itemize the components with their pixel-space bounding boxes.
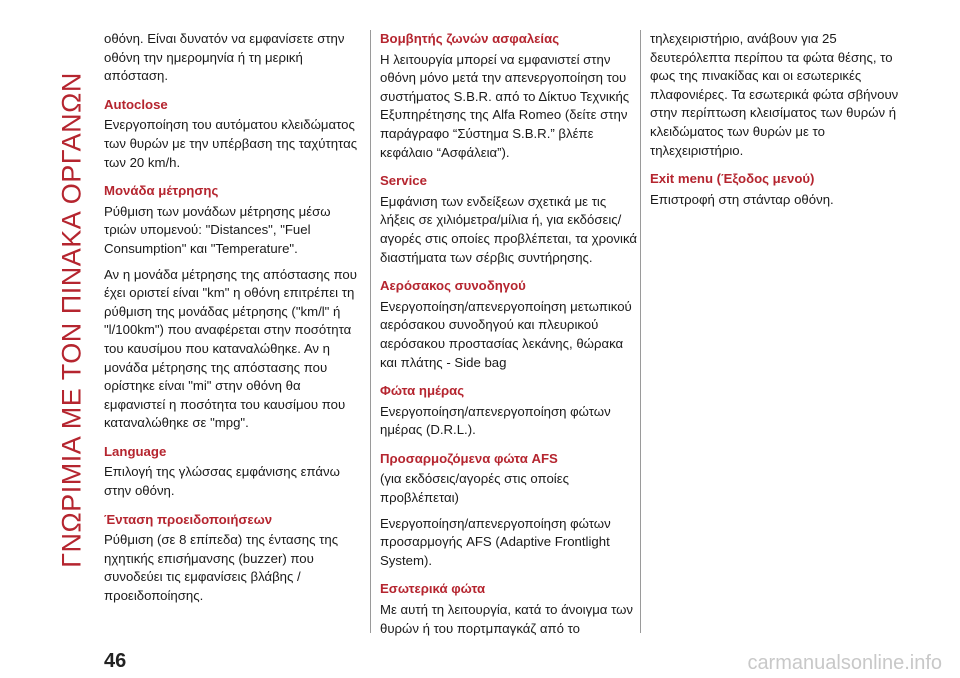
watermark: carmanualsonline.info <box>747 652 942 674</box>
section-heading: Service <box>380 173 427 189</box>
page-number: 46 <box>104 650 127 672</box>
body-paragraph: Επιλογή της γλώσσας εμφάνισης επάνω στην οθόνη. <box>104 464 340 499</box>
section-heading: Autoclose <box>104 96 168 112</box>
body-paragraph: Ενεργοποίηση/απενεργοποίηση φώτων προσαρμογής AFS (Adaptive Frontlight System). <box>380 515 611 568</box>
section-heading: Φώτα ημέρας <box>380 383 465 399</box>
section-heading: Ένταση προειδοποιήσεων <box>104 511 273 527</box>
section-heading: Προσαρμοζόμενα φώτα AFS <box>380 450 558 466</box>
text-column-1 <box>104 30 362 613</box>
body-paragraph: Επιστροφή στη στάνταρ οθόνη. <box>650 191 834 207</box>
body-paragraph: (για εκδόσεις/αγορές στις οποίες προβλέπεται) <box>380 471 569 506</box>
body-paragraph: Ρύθμιση (σε 8 επίπεδα) της έντασης της ηχητικής επισήμανσης (buzzer) που συνοδεύει τις εμφανίσεις βλάβης / προειδοποίησης. <box>104 532 339 604</box>
text-column-3 <box>650 30 908 216</box>
body-paragraph: τηλεχειριστήριο, ανάβουν για 25 δευτερόλεπτα περίπου τα φώτα θέσης, το φως της πινακίδας και οι εσωτερικές πλαφονιέρες. Τα εσωτερικά φώτα σβήνουν στην περίπτωση κλεισίματος των θυρών ή κλειδώματος των θυρών με το τηλεχειριστήριο. <box>650 31 899 158</box>
column-divider <box>370 30 371 633</box>
body-paragraph: Η λειτουργία μπορεί να εμφανιστεί στην οθόνη μόνο μετά την απενεργοποίηση του συστήματος S.B.R. από το Δίκτυο Τεχνικής Εξυπηρέτησης της Alfa Romeo (δείτε στην παράγραφο “Σύστημα S.B.R.” βλέπε κεφάλαιο “Ασφάλεια”). <box>380 51 630 160</box>
body-paragraph: Εμφάνιση των ενδείξεων σχετικά με τις λήξεις σε χιλιόμετρα/μίλια ή, για εκδόσεις/αγορές στις οποίες προβλέπεται, τα χρονικά διαστήματα των σέρβις συντήρησης. <box>380 193 637 265</box>
section-heading: Μονάδα μέτρησης <box>104 183 219 199</box>
text-column-2 <box>380 30 638 645</box>
section-heading: Βομβητής ζωνών ασφαλείας <box>380 31 560 46</box>
body-paragraph: Ενεργοποίηση του αυτόματου κλειδώματος των θυρών με την υπέρβαση της ταχύτητας των 20 km/h. <box>104 117 358 170</box>
section-heading: Language <box>104 443 167 459</box>
body-paragraph: Ρύθμιση των μονάδων μέτρησης μέσω τριών υπομενού: "Distances", "Fuel Consumption" και "Temperature". <box>104 203 331 256</box>
body-paragraph: Με αυτή τη λειτουργία, κατά το άνοιγμα των θυρών ή του πορτμπαγκάζ από το <box>380 602 633 636</box>
section-heading: Exit menu (Έξοδος μενού) <box>650 171 815 187</box>
side-title-text: ΓΝΩΡΙΜΙΑ ΜΕ ΤΟΝ ΠΙΝΑΚΑ ΟΡΓΑΝΩΝ <box>56 72 87 568</box>
body-paragraph: Ενεργοποίηση/απενεργοποίηση φώτων ημέρας (D.R.L.). <box>380 403 611 438</box>
section-heading: Αερόσακος συνοδηγού <box>380 278 526 294</box>
section-heading: Εσωτερικά φώτα <box>380 581 486 597</box>
section-side-title <box>48 20 96 620</box>
body-paragraph: Ενεργοποίηση/απενεργοποίηση μετωπικού αερόσακου συνοδηγού και πλευρικού αερόσακου προστασίας λεκάνης, θώρακα και πλάτης - Side bag <box>380 298 632 370</box>
body-paragraph: Αν η μονάδα μέτρησης της απόστασης που έχει οριστεί είναι "km" η οθόνη επιτρέπει τη ρύθμιση της μονάδας μέτρησης ("km/l" ή "l/100km") που αναφέρεται στην ποσότητα του καυσίμου που καταναλώθηκε. Αν η μονάδα μέτρησης της απόστασης που ορίστηκε είναι "mi" στην οθόνη θα εμφανιστεί η ποσότητα του καυσίμου που καταναλώθηκε σε "mpg". <box>104 266 357 431</box>
column-divider <box>640 30 641 633</box>
body-paragraph: οθόνη. Είναι δυνατόν να εμφανίσετε στην οθόνη την ημερομηνία ή τη μερική απόσταση. <box>104 31 345 84</box>
